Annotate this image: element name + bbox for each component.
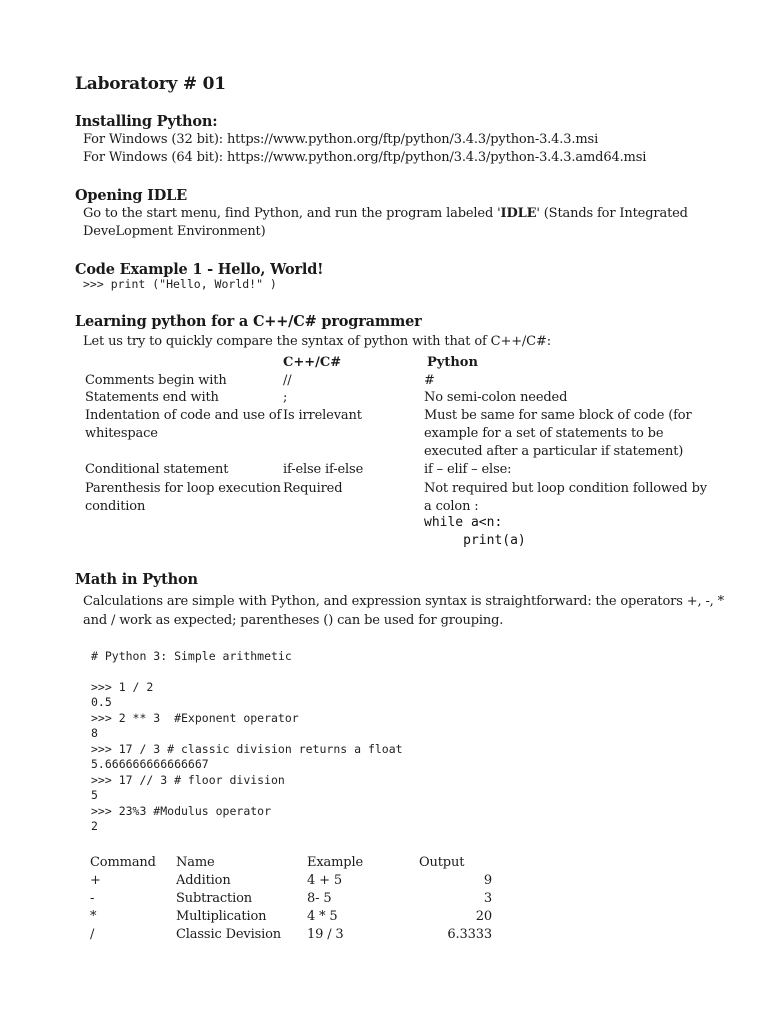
ops-output: 9 (483, 873, 492, 888)
code-line: >>> 17 / 3 # classic division returns a float (91, 742, 403, 756)
ops-output: 20 (475, 909, 492, 924)
code-line: >>> 1 / 2 (91, 680, 154, 694)
idle-instruction-cont: DeveLopment Environment) (83, 224, 266, 239)
code-line: 0.5 (91, 695, 112, 709)
compare-heading: Learning python for a C++/C# programmer (75, 313, 422, 330)
compare-feature: Comments begin with (85, 373, 227, 388)
ops-output: 3 (483, 891, 492, 906)
compare-python: if – elif – else: (424, 462, 512, 477)
hello-heading: Code Example 1 - Hello, World! (75, 261, 324, 278)
code-line: >>> 2 ** 3 #Exponent operator (91, 711, 299, 725)
ops-name: Subtraction (176, 891, 253, 906)
compare-col-cpp: C++/C# (283, 355, 342, 370)
code-line: 2 (91, 819, 98, 833)
ops-example: 8- 5 (307, 891, 332, 906)
install-heading: Installing Python: (75, 113, 218, 130)
compare-col-python: Python (427, 355, 478, 370)
compare-intro: Let us try to quickly compare the syntax of python with that of C++/C#: (83, 334, 551, 349)
code-line: >>> 17 // 3 # floor division (91, 773, 285, 787)
ops-header-name: Name (176, 855, 215, 870)
ops-command: + (90, 873, 101, 888)
compare-cpp: ; (283, 390, 288, 405)
ops-name: Classic Devision (176, 927, 282, 942)
compare-feature: Conditional statement (85, 462, 229, 477)
compare-python: a colon : (424, 499, 479, 514)
code-line: 8 (91, 726, 98, 740)
ops-output: 6.3333 (447, 927, 492, 942)
install-line-32bit: For Windows (32 bit): https://www.python.org/ftp/python/3.4.3/python-3.4.3.msi (83, 132, 599, 147)
compare-python: # (424, 373, 435, 388)
code-line: 5.666666666666667 (91, 757, 209, 771)
ops-name: Addition (176, 873, 231, 888)
code-line: # Python 3: Simple arithmetic (91, 649, 292, 663)
compare-feature: Indentation of code and use of (85, 408, 282, 423)
ops-name: Multiplication (176, 909, 267, 924)
compare-cpp: Is irrelevant (283, 408, 362, 423)
math-paragraph: and / work as expected; parentheses () can be used for grouping. (83, 613, 504, 628)
compare-python: Not required but loop condition followed by (424, 481, 707, 496)
ops-command: - (90, 891, 95, 906)
ops-command: / (90, 927, 95, 942)
compare-python: executed after a particular if statement) (424, 444, 684, 459)
idle-bold-label: IDLE (500, 206, 537, 221)
code-line: >>> 23%3 #Modulus operator (91, 804, 272, 818)
math-heading: Math in Python (75, 571, 198, 588)
code-line: 5 (91, 788, 98, 802)
compare-cpp: Required (283, 481, 343, 496)
compare-feature: whitespace (85, 426, 158, 441)
ops-example: 4 + 5 (307, 873, 342, 888)
install-line-64bit: For Windows (64 bit): https://www.python.org/ftp/python/3.4.3/python-3.4.3.amd64.msi (83, 150, 647, 165)
ops-command: * (90, 909, 97, 924)
ops-example: 19 / 3 (307, 927, 344, 942)
compare-feature: condition (85, 499, 146, 514)
compare-python: No semi-colon needed (424, 390, 568, 405)
compare-python: example for a set of statements to be (424, 426, 664, 441)
compare-feature: Statements end with (85, 390, 219, 405)
compare-loop-code: while a<n: (424, 515, 503, 530)
page-title: Laboratory # 01 (75, 74, 226, 94)
idle-instruction: Go to the start menu, find Python, and run the program labeled 'IDLE' (Stands for Integrated (83, 206, 688, 221)
math-paragraph: Calculations are simple with Python, and expression syntax is straightforward: the operators +, -, * (83, 594, 724, 609)
idle-heading: Opening IDLE (75, 187, 187, 204)
compare-feature: Parenthesis for loop execution (85, 481, 281, 496)
ops-header-command: Command (90, 855, 156, 870)
ops-header-output: Output (419, 855, 465, 870)
compare-cpp: // (283, 373, 292, 388)
ops-header-example: Example (307, 855, 364, 870)
ops-example: 4 * 5 (307, 909, 338, 924)
hello-code: >>> print ("Hello, World!" ) (83, 277, 277, 291)
compare-loop-code: print(a) (424, 533, 526, 548)
compare-python: Must be same for same block of code (for (424, 408, 692, 423)
compare-cpp: if-else if-else (283, 462, 364, 477)
